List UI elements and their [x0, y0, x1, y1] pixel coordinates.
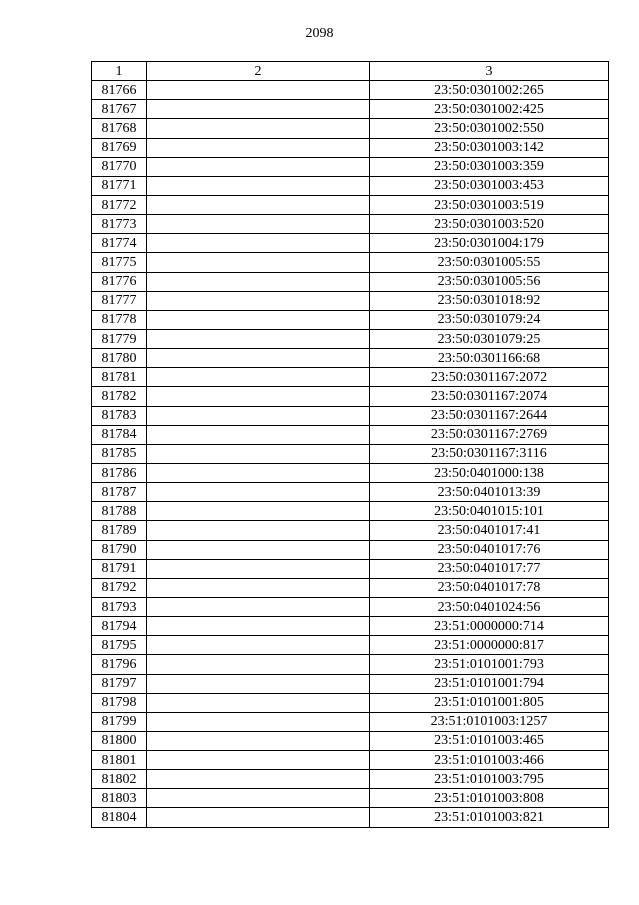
row-number-cell: 81780: [92, 349, 147, 368]
row-number-cell: 81798: [92, 693, 147, 712]
description-cell: [147, 444, 370, 463]
table-row: [92, 406, 609, 425]
table-row: [92, 521, 609, 540]
cadastral-number-cell: 23:50:0301167:2072: [370, 368, 609, 387]
description-cell: [147, 349, 370, 368]
cadastral-number-cell: 23:51:0101003:795: [370, 770, 609, 789]
description-cell: [147, 578, 370, 597]
cadastral-number-cell: 23:50:0301002:550: [370, 119, 609, 138]
cadastral-number-cell: 23:51:0101003:821: [370, 808, 609, 827]
cadastral-number-cell: 23:50:0301167:2074: [370, 387, 609, 406]
description-cell: [147, 215, 370, 234]
row-number-cell: 81790: [92, 540, 147, 559]
description-cell: [147, 617, 370, 636]
table-row: [92, 368, 609, 387]
row-number-cell: 81800: [92, 731, 147, 750]
table-row: [92, 157, 609, 176]
table-row: [92, 138, 609, 157]
table-row: [92, 387, 609, 406]
description-cell: [147, 406, 370, 425]
cadastral-number-cell: 23:50:0301167:2644: [370, 406, 609, 425]
description-cell: [147, 463, 370, 482]
table-row: [92, 617, 609, 636]
cadastral-number-cell: 23:51:0000000:714: [370, 617, 609, 636]
cadastral-number-cell: 23:51:0101001:794: [370, 674, 609, 693]
table-row: [92, 234, 609, 253]
row-number-cell: 81786: [92, 463, 147, 482]
row-number-cell: 81778: [92, 310, 147, 329]
table-row: [92, 770, 609, 789]
description-cell: [147, 770, 370, 789]
cadastral-number-cell: 23:50:0301002:425: [370, 100, 609, 119]
row-number-cell: 81793: [92, 597, 147, 616]
description-cell: [147, 559, 370, 578]
table-row: [92, 789, 609, 808]
column-header-1: 1: [92, 62, 147, 81]
description-cell: [147, 731, 370, 750]
row-number-cell: 81785: [92, 444, 147, 463]
row-number-cell: 81775: [92, 253, 147, 272]
cadastral-number-cell: 23:50:0301079:25: [370, 329, 609, 348]
table-row: [92, 195, 609, 214]
table-row: [92, 731, 609, 750]
table-row: [92, 751, 609, 770]
table-row: [92, 329, 609, 348]
row-number-cell: 81772: [92, 195, 147, 214]
table-row: [92, 559, 609, 578]
row-number-cell: 81794: [92, 617, 147, 636]
table-row: [92, 502, 609, 521]
table-row: [92, 674, 609, 693]
description-cell: [147, 655, 370, 674]
cadastral-number-cell: 23:51:0101001:805: [370, 693, 609, 712]
cadastral-number-cell: 23:50:0301003:142: [370, 138, 609, 157]
description-cell: [147, 253, 370, 272]
table-row: [92, 425, 609, 444]
row-number-cell: 81769: [92, 138, 147, 157]
cadastral-number-cell: 23:50:0301003:520: [370, 215, 609, 234]
row-number-cell: 81768: [92, 119, 147, 138]
description-cell: [147, 693, 370, 712]
cadastral-number-cell: 23:51:0101003:465: [370, 731, 609, 750]
cadastral-number-cell: 23:50:0301166:68: [370, 349, 609, 368]
cadastral-number-cell: 23:51:0101003:1257: [370, 712, 609, 731]
cadastral-number-cell: 23:50:0401015:101: [370, 502, 609, 521]
description-cell: [147, 138, 370, 157]
cadastral-number-cell: 23:51:0101001:793: [370, 655, 609, 674]
description-cell: [147, 597, 370, 616]
row-number-cell: 81792: [92, 578, 147, 597]
table-row: [92, 808, 609, 827]
row-number-cell: 81789: [92, 521, 147, 540]
row-number-cell: 81777: [92, 291, 147, 310]
table-row: [92, 119, 609, 138]
table-row: [92, 176, 609, 195]
cadastral-number-cell: 23:50:0301018:92: [370, 291, 609, 310]
description-cell: [147, 502, 370, 521]
cadastral-number-cell: 23:50:0301004:179: [370, 234, 609, 253]
row-number-cell: 81767: [92, 100, 147, 119]
row-number-cell: 81770: [92, 157, 147, 176]
cadastral-number-cell: 23:50:0301003:359: [370, 157, 609, 176]
description-cell: [147, 808, 370, 827]
table-row: [92, 463, 609, 482]
description-cell: [147, 425, 370, 444]
cadastral-number-cell: 23:50:0401017:41: [370, 521, 609, 540]
row-number-cell: 81801: [92, 751, 147, 770]
row-number-cell: 81788: [92, 502, 147, 521]
cadastral-number-cell: 23:50:0301005:55: [370, 253, 609, 272]
table-row: [92, 578, 609, 597]
description-cell: [147, 119, 370, 138]
cadastral-number-cell: 23:50:0301005:56: [370, 272, 609, 291]
table-header-row: [92, 62, 609, 81]
table-row: [92, 655, 609, 674]
row-number-cell: 81766: [92, 81, 147, 100]
description-cell: [147, 234, 370, 253]
description-cell: [147, 674, 370, 693]
description-cell: [147, 540, 370, 559]
cadastral-number-cell: 23:51:0101003:466: [370, 751, 609, 770]
row-number-cell: 81779: [92, 329, 147, 348]
description-cell: [147, 712, 370, 731]
column-header-2: 2: [147, 62, 370, 81]
description-cell: [147, 291, 370, 310]
table-row: [92, 597, 609, 616]
table-row: [92, 100, 609, 119]
table-row: [92, 310, 609, 329]
cadastral-number-cell: 23:50:0301003:519: [370, 195, 609, 214]
row-number-cell: 81791: [92, 559, 147, 578]
table-row: [92, 253, 609, 272]
table-row: [92, 444, 609, 463]
cadastral-number-cell: 23:50:0301002:265: [370, 81, 609, 100]
cadastral-number-cell: 23:50:0401000:138: [370, 463, 609, 482]
registry-table: [91, 61, 609, 828]
row-number-cell: 81773: [92, 215, 147, 234]
table-row: [92, 636, 609, 655]
row-number-cell: 81799: [92, 712, 147, 731]
cadastral-number-cell: 23:50:0301003:453: [370, 176, 609, 195]
description-cell: [147, 368, 370, 387]
row-number-cell: 81784: [92, 425, 147, 444]
table-row: [92, 349, 609, 368]
cadastral-number-cell: 23:51:0000000:817: [370, 636, 609, 655]
row-number-cell: 81781: [92, 368, 147, 387]
cadastral-number-cell: 23:51:0101003:808: [370, 789, 609, 808]
table-row: [92, 291, 609, 310]
table-body: [92, 81, 609, 827]
row-number-cell: 81783: [92, 406, 147, 425]
cadastral-number-cell: 23:50:0301167:3116: [370, 444, 609, 463]
cadastral-number-cell: 23:50:0401017:76: [370, 540, 609, 559]
cadastral-number-cell: 23:50:0401013:39: [370, 483, 609, 502]
cadastral-number-cell: 23:50:0301079:24: [370, 310, 609, 329]
description-cell: [147, 272, 370, 291]
description-cell: [147, 81, 370, 100]
description-cell: [147, 751, 370, 770]
table-row: [92, 693, 609, 712]
description-cell: [147, 176, 370, 195]
row-number-cell: 81802: [92, 770, 147, 789]
row-number-cell: 81771: [92, 176, 147, 195]
row-number-cell: 81782: [92, 387, 147, 406]
row-number-cell: 81795: [92, 636, 147, 655]
description-cell: [147, 636, 370, 655]
cadastral-number-cell: 23:50:0401017:78: [370, 578, 609, 597]
description-cell: [147, 789, 370, 808]
row-number-cell: 81774: [92, 234, 147, 253]
description-cell: [147, 100, 370, 119]
column-header-3: 3: [370, 62, 609, 81]
cadastral-number-cell: 23:50:0401024:56: [370, 597, 609, 616]
row-number-cell: 81796: [92, 655, 147, 674]
row-number-cell: 81803: [92, 789, 147, 808]
cadastral-number-cell: 23:50:0301167:2769: [370, 425, 609, 444]
page-number: 2098: [305, 26, 334, 41]
description-cell: [147, 195, 370, 214]
table-row: [92, 483, 609, 502]
table-row: [92, 215, 609, 234]
table-row: [92, 540, 609, 559]
description-cell: [147, 387, 370, 406]
description-cell: [147, 310, 370, 329]
row-number-cell: 81776: [92, 272, 147, 291]
row-number-cell: 81797: [92, 674, 147, 693]
cadastral-number-cell: 23:50:0401017:77: [370, 559, 609, 578]
row-number-cell: 81787: [92, 483, 147, 502]
row-number-cell: 81804: [92, 808, 147, 827]
table-row: [92, 272, 609, 291]
table-row: [92, 712, 609, 731]
description-cell: [147, 329, 370, 348]
description-cell: [147, 521, 370, 540]
description-cell: [147, 483, 370, 502]
description-cell: [147, 157, 370, 176]
table-row: [92, 81, 609, 100]
